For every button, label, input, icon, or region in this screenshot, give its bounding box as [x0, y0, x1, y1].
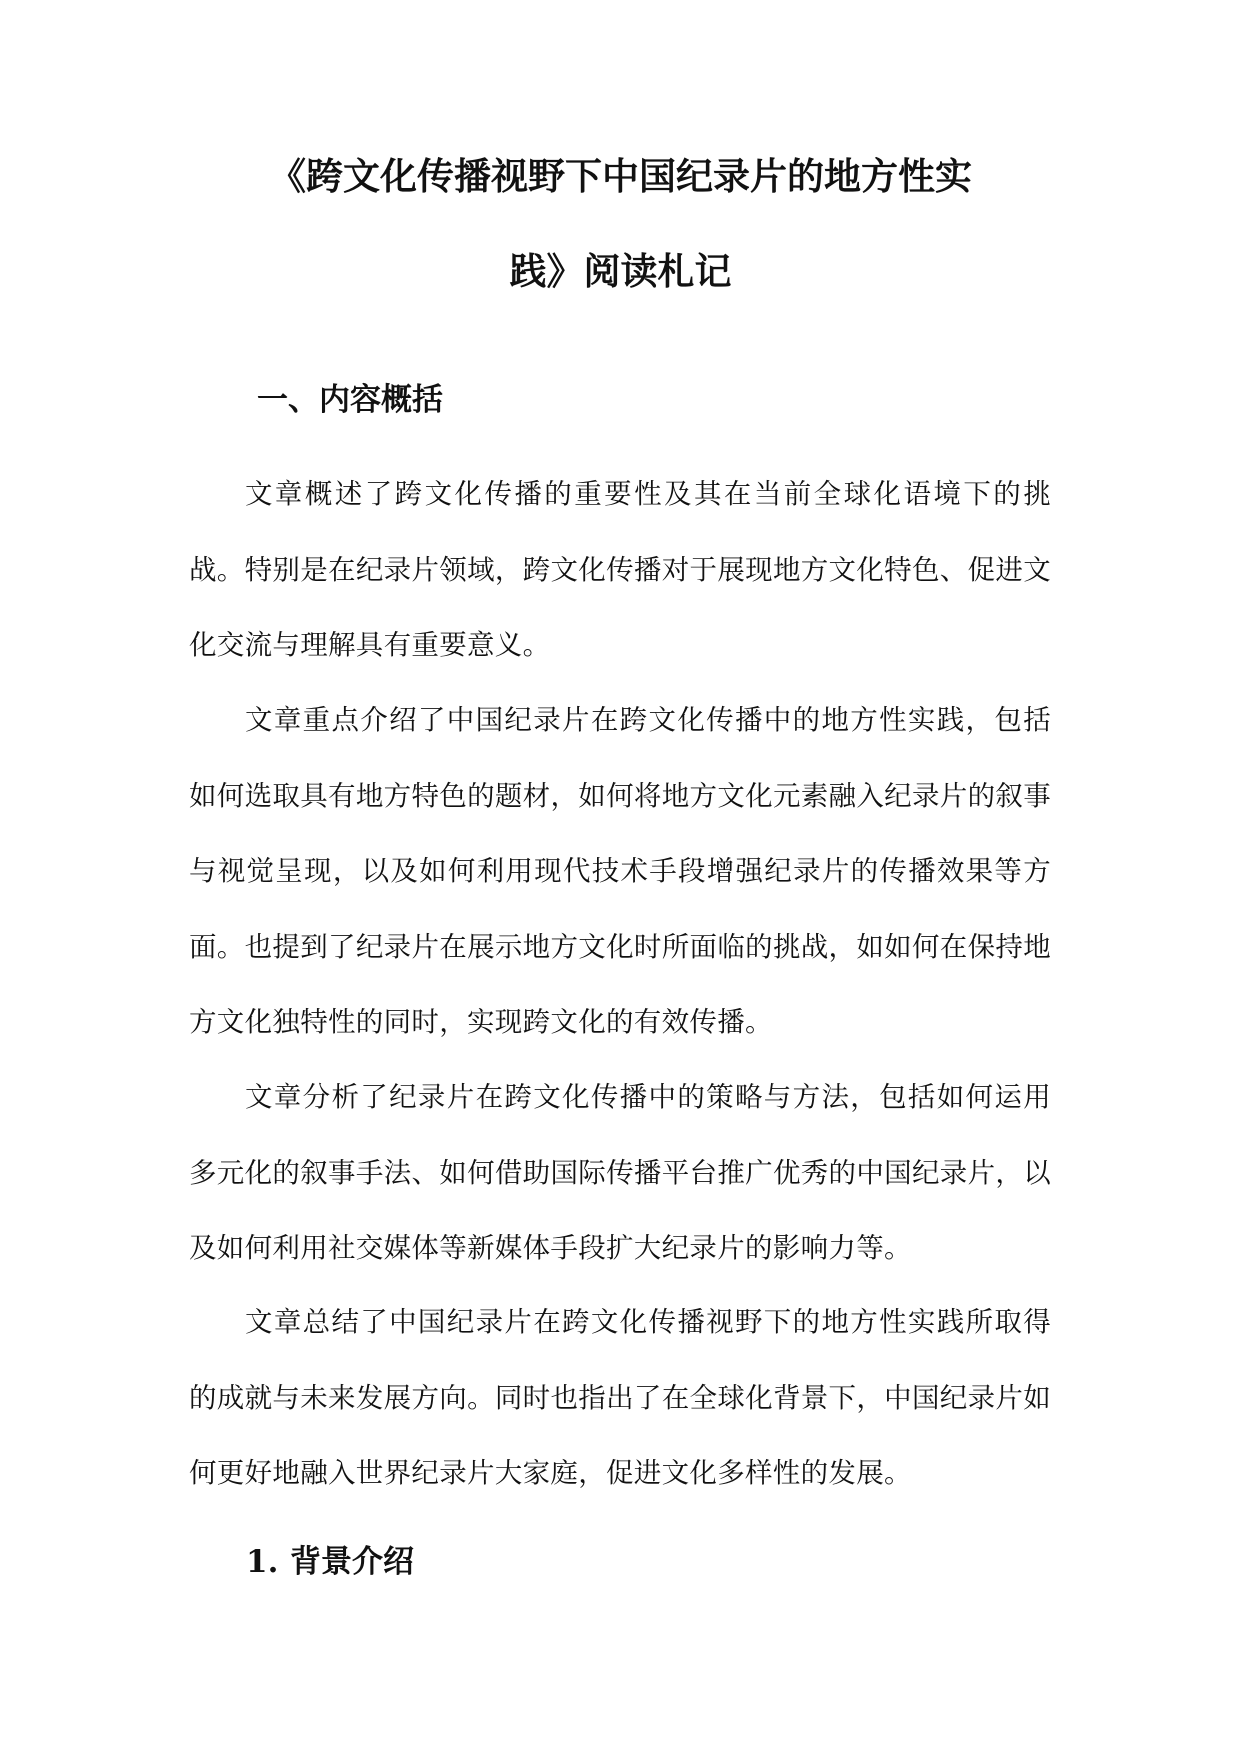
document-title-line-2: 践》阅读札记 — [509, 249, 732, 293]
paragraph-1: 文章概述了跨文化传播的重要性及其在当前全球化语境下的挑战。特别是在纪录片领域，跨文化传播对于展现地方文化特色、促进文化交流与理解具有重要意义。 — [189, 478, 1051, 661]
section-heading-content-summary: 一、内容概括 — [257, 382, 443, 418]
paragraph-4: 文章总结了中国纪录片在跨文化传播视野下的地方性实践所取得的成就与未来发展方向。同时也指出了在全球化背景下，中国纪录片如何更好地融入世界纪录片大家庭，促进文化多样性的发展。 — [189, 1306, 1051, 1489]
document-title-line-1: 《跨文化传播视野下中国纪录片的地方性实 — [269, 154, 972, 198]
subsection-heading-background — [246, 1540, 414, 1584]
paragraph-2: 文章重点介绍了中国纪录片在跨文化传播中的地方性实践，包括如何选取具有地方特色的题材，如何将地方文化元素融入纪录片的叙事与视觉呈现，以及如何利用现代技术手段增强纪录片的传播效果等方面。也提到了纪录片在展示地方文化时所面临的挑战，如如何在保持地方文化独特性的同时，实现跨文化的有效传播。 — [189, 704, 1051, 1038]
paragraph-3: 文章分析了纪录片在跨文化传播中的策略与方法，包括如何运用多元化的叙事手法、如何借助国际传播平台推广优秀的中国纪录片，以及如何利用社交媒体等新媒体手段扩大纪录片的影响力等。 — [189, 1081, 1051, 1264]
subsection-number: 1. — [246, 1544, 279, 1580]
subsection-title: 背景介绍 — [290, 1544, 414, 1580]
